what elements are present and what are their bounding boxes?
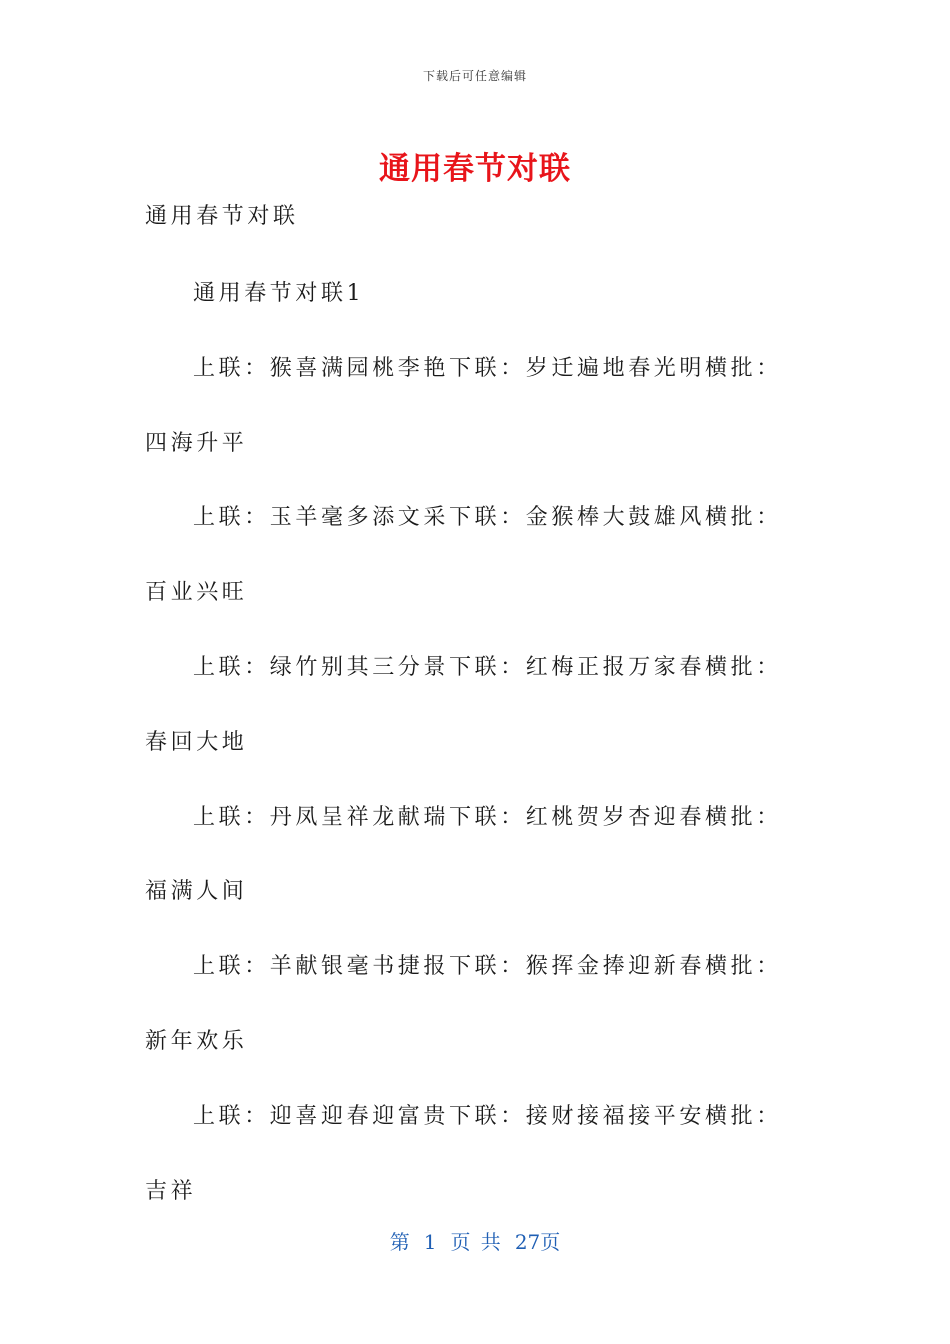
- header-note: 下载后可任意编辑: [422, 69, 527, 83]
- footer-current-page: 1: [423, 1230, 437, 1254]
- couplet-paragraph: 上联：丹凤呈祥龙献瑞下联：红桃贺岁杏迎春横批：福满人间: [145, 804, 782, 905]
- footer-total-pages: 27页: [514, 1230, 561, 1254]
- subheading-text: 通用春节对联: [145, 204, 299, 229]
- document-title: 通用春节对联: [379, 151, 571, 187]
- footer-label-page: 第: [389, 1230, 410, 1254]
- couplet-paragraph: 上联：猴喜满园桃李艳下联：岁迁遍地春光明横批：四海升平: [145, 355, 782, 456]
- couplet-paragraph: 上联：玉羊毫多添文采下联：金猴棒大鼓雄风横批：百业兴旺: [145, 505, 782, 606]
- section-title: 通用春节对联1: [193, 281, 365, 306]
- couplet-paragraph: 上联：迎喜迎春迎富贵下联：接财接福接平安横批：吉祥: [145, 1103, 782, 1204]
- couplet-paragraph: 上联：羊献银毫书捷报下联：猴挥金捧迎新春横批：新年欢乐: [145, 954, 782, 1054]
- document-body: [145, 257, 807, 1229]
- page-footer: [0, 1226, 950, 1255]
- subheading: [145, 180, 807, 255]
- couplet-paragraph: 上联：绿竹别其三分景下联：红梅正报万家春横批：春回大地: [145, 654, 782, 755]
- footer-label-of: 页 共: [450, 1230, 501, 1254]
